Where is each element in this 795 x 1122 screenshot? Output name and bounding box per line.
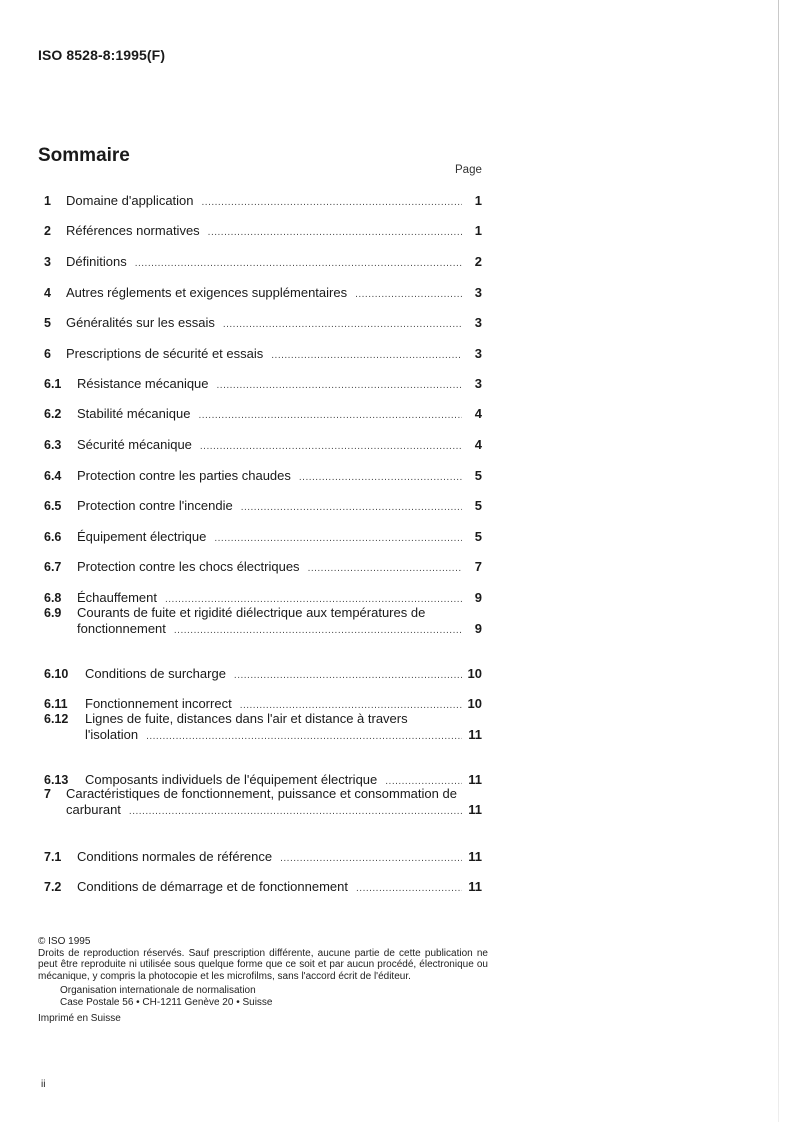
toc-entry-page: 7 <box>474 559 482 574</box>
toc-entry-page: 5 <box>474 529 482 544</box>
toc-entry[interactable] <box>38 406 482 422</box>
toc-entry[interactable] <box>38 666 482 682</box>
toc-entry-number: 6.10 <box>44 667 69 681</box>
toc-entry[interactable] <box>38 849 482 865</box>
toc-entry-number: 6.2 <box>44 407 62 421</box>
toc-entry-label: Conditions normales de référence <box>77 849 273 864</box>
page-title: Sommaire <box>38 145 130 166</box>
toc-entry-number: 7.1 <box>44 850 62 864</box>
toc-entry[interactable] <box>38 711 482 743</box>
toc-entry-label: Équipement électrique <box>77 529 207 544</box>
toc-leader-dots <box>146 729 462 745</box>
toc-entry-label: Conditions de démarrage et de fonctionnement <box>77 879 349 894</box>
toc-entry[interactable] <box>38 879 482 895</box>
toc-leader-dots <box>234 668 462 684</box>
toc-entry[interactable] <box>38 223 482 239</box>
toc-entry-number: 6.11 <box>44 697 68 711</box>
toc-entry-page: 11 <box>468 849 482 864</box>
toc-entry[interactable] <box>38 346 482 362</box>
toc-entry-number: 6.1 <box>44 377 62 391</box>
toc-entry[interactable] <box>38 529 482 545</box>
toc-entry-page: 11 <box>468 772 482 787</box>
toc-entry[interactable] <box>38 786 482 818</box>
toc-entry[interactable] <box>38 376 482 392</box>
toc-entry-page: 4 <box>474 406 482 421</box>
document-id: ISO 8528-8:1995(F) <box>38 47 166 63</box>
toc-entry-page: 11 <box>468 727 482 742</box>
copyright-footer <box>38 936 488 1025</box>
toc-entry-page: 3 <box>474 346 482 361</box>
toc-entry[interactable] <box>38 254 482 270</box>
toc-entry-page: 11 <box>468 879 482 894</box>
toc-entry[interactable] <box>38 437 482 453</box>
toc-entry-number: 6.13 <box>44 773 69 787</box>
toc-entry-number: 2 <box>44 224 51 238</box>
toc-entry-page: 10 <box>467 696 482 711</box>
toc-leader-dots <box>355 287 462 303</box>
toc-entry[interactable] <box>38 605 482 637</box>
toc-entry-page: 3 <box>474 285 482 300</box>
toc-entry-label-first-line: Courants de fuite et rigidité diélectrique aux températures de <box>77 605 426 620</box>
toc-entry-label: Références normatives <box>66 223 200 238</box>
toc-entry-number: 6.4 <box>44 469 62 483</box>
printed-in: Imprimé en Suisse <box>38 1013 121 1024</box>
toc-entry-number: 7 <box>44 787 51 801</box>
toc-entry-number: 6 <box>44 347 51 361</box>
toc-entry-label: Protection contre l'incendie <box>77 498 233 513</box>
toc-leader-dots <box>223 317 462 333</box>
toc-entry-label: carburant <box>66 802 121 817</box>
organisation-name: Organisation internationale de normalisation <box>60 985 256 996</box>
toc-entry-label: fonctionnement <box>77 621 166 636</box>
toc-entry[interactable] <box>38 193 482 209</box>
toc-entry[interactable] <box>38 559 482 575</box>
toc-entry-label: Sécurité mécanique <box>77 437 192 452</box>
toc-entry-label: Généralités sur les essais <box>66 315 215 330</box>
toc-leader-dots <box>214 531 462 547</box>
toc-entry[interactable] <box>38 468 482 484</box>
toc-entry[interactable] <box>38 696 482 712</box>
toc-entry-number: 5 <box>44 316 51 330</box>
toc-leader-dots <box>135 256 462 272</box>
toc-entry[interactable] <box>38 285 482 301</box>
toc-entry-page: 5 <box>474 468 482 483</box>
toc-leader-dots <box>129 804 462 820</box>
toc-entry-page: 5 <box>474 498 482 513</box>
toc-leader-dots <box>308 561 462 577</box>
toc-entry-page: 3 <box>474 376 482 391</box>
toc-entry[interactable] <box>38 590 482 606</box>
toc-entry-label: l'isolation <box>85 727 139 742</box>
toc-entry-page: 10 <box>467 666 482 681</box>
toc-entry-number: 6.9 <box>44 606 62 620</box>
toc-entry-label: Résistance mécanique <box>77 376 209 391</box>
toc-entry-number: 6.7 <box>44 560 62 574</box>
toc-leader-dots <box>280 851 462 867</box>
toc-entry-number: 1 <box>44 194 51 208</box>
toc-entry-label-first-line: Lignes de fuite, distances dans l'air et distance à travers <box>85 711 408 726</box>
toc-leader-dots <box>202 195 462 211</box>
page-column-label: Page <box>455 164 482 176</box>
toc-leader-dots <box>198 408 462 424</box>
toc-leader-dots <box>241 500 462 516</box>
toc-leader-dots <box>271 348 462 364</box>
toc-entry-page: 9 <box>474 621 482 636</box>
toc-leader-dots <box>217 378 462 394</box>
toc-entry-number: 4 <box>44 286 51 300</box>
toc-entry-page: 1 <box>474 223 482 238</box>
toc-leader-dots <box>174 623 462 639</box>
page-number: ii <box>41 1079 46 1090</box>
organisation-address: Case Postale 56 • CH-1211 Genève 20 • Suisse <box>60 996 273 1008</box>
toc-entry-page: 1 <box>474 193 482 208</box>
organisation-block <box>60 985 488 1008</box>
toc-entry-label: Autres réglements et exigences supplémentaires <box>66 285 348 300</box>
toc-entry-label: Protection contre les parties chaudes <box>77 468 291 483</box>
copyright-line: © ISO 1995 <box>38 936 91 947</box>
toc-entry-label: Conditions de surcharge <box>85 666 226 681</box>
toc-entry-label: Prescriptions de sécurité et essais <box>66 346 264 361</box>
toc-entry-number: 6.8 <box>44 591 62 605</box>
rights-notice: Droits de reproduction réservés. Sauf prescription différente, aucune partie de cette publication ne peut être reproduite ni utilisée sous quelque forme que ce soit et par aucun procédé, électronique ou mécanique, y compris la photocopie et les microfilms, sans l'accord écrit de l'éditeur. <box>38 947 488 982</box>
toc-entry-number: 6.5 <box>44 499 62 513</box>
toc-entry-label: Protection contre les chocs électriques <box>77 559 300 574</box>
toc-entry-label: Stabilité mécanique <box>77 406 191 421</box>
toc-entry-page: 3 <box>474 315 482 330</box>
toc-entry[interactable] <box>38 498 482 514</box>
toc-entry[interactable] <box>38 315 482 331</box>
toc-entry-label: Composants individuels de l'équipement électrique <box>85 772 378 787</box>
toc-entry-page: 11 <box>468 802 482 817</box>
page-edge-rule <box>778 0 779 1122</box>
toc-entry-label: Fonctionnement incorrect <box>85 696 232 711</box>
toc-entry-number: 6.3 <box>44 438 62 452</box>
toc-entry-page: 9 <box>474 590 482 605</box>
toc-entry-number: 6.12 <box>44 712 69 726</box>
toc-leader-dots <box>356 881 462 897</box>
toc-entry-label: Échauffement <box>77 590 157 605</box>
toc-entry-page: 2 <box>474 254 482 269</box>
toc-entry-label: Domaine d'application <box>66 193 194 208</box>
toc-entry-label-first-line: Caractéristiques de fonctionnement, puissance et consommation de <box>66 786 457 801</box>
toc-leader-dots <box>299 470 462 486</box>
toc-entry-page: 4 <box>474 437 482 452</box>
toc-leader-dots <box>200 439 462 455</box>
toc-entry-number: 6.6 <box>44 530 62 544</box>
toc-entry-label: Définitions <box>66 254 127 269</box>
toc-entry-number: 3 <box>44 255 51 269</box>
toc-entry-number: 7.2 <box>44 880 62 894</box>
toc-leader-dots <box>208 225 462 241</box>
